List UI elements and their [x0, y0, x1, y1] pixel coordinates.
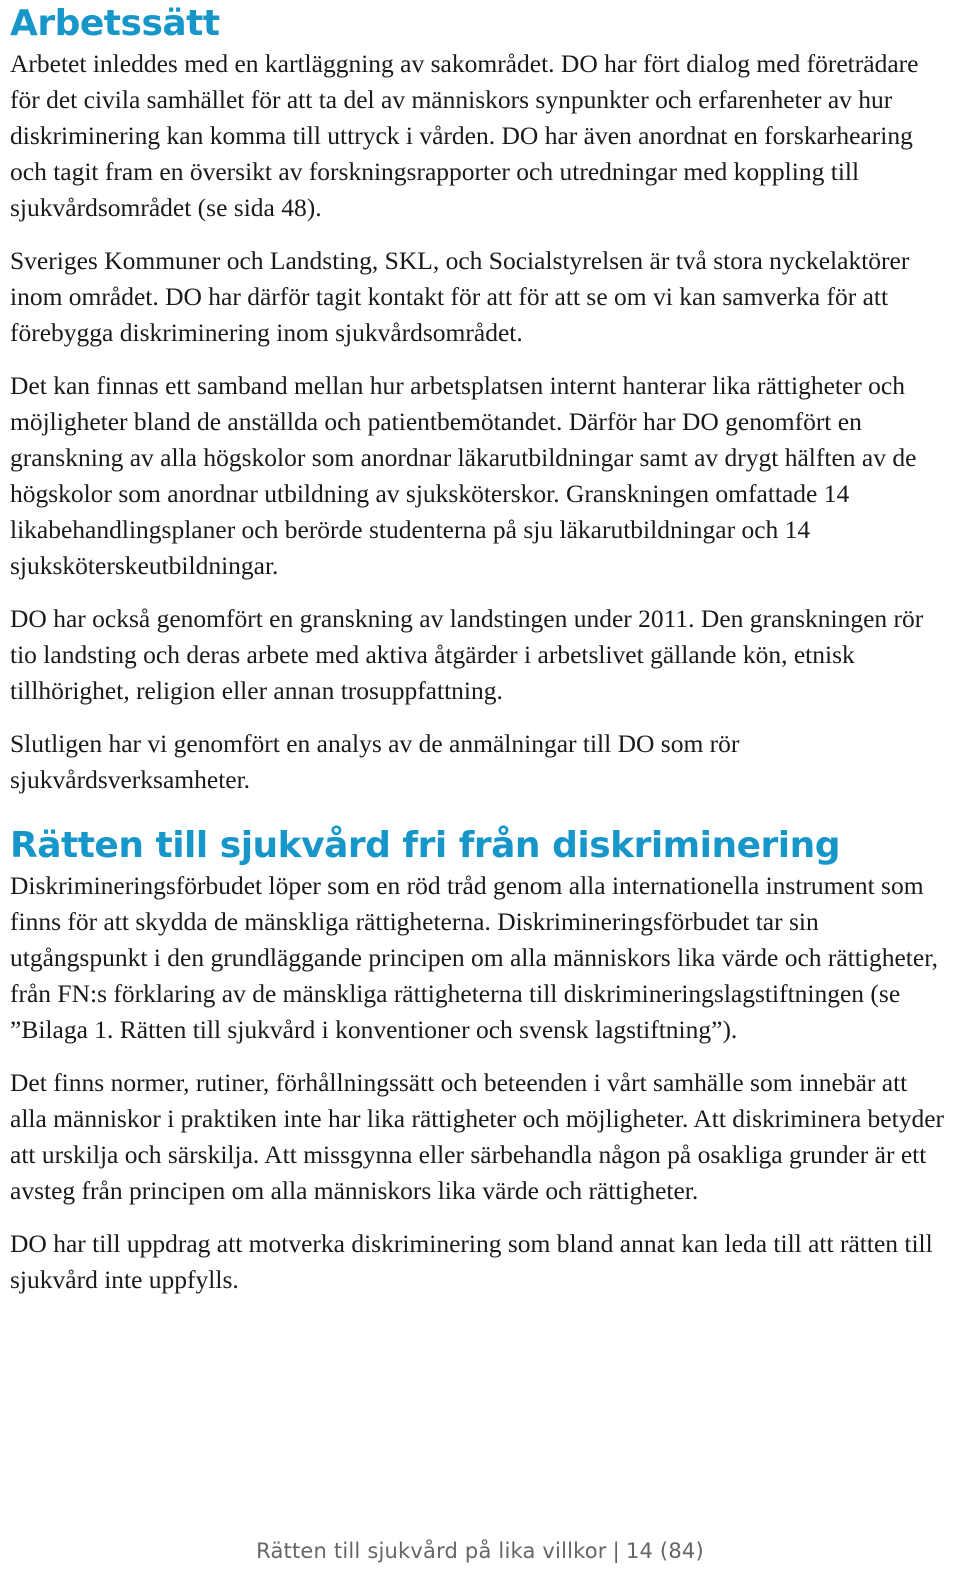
section-heading: Rätten till sjukvård fri från diskriminering: [10, 825, 841, 866]
footer-title: Rätten till sjukvård på lika villkor: [256, 1539, 607, 1563]
paragraph: Det kan finnas ett samband mellan hur arbetsplatsen internt hanterar lika rättigheter och möjligheter bland de anställda och patientbemötandet. Därför har DO genomfört en granskning av alla högskolor som anordnar läkarutbildningar samt av drygt hälften av de högskolor som anordnar utbildning av sjuksköterskor. Granskningen omfattade 14 likabehandlingsplaner och berörde studenterna på sju läkarutbildningar och 14 sjuksköterskeutbildningar.: [10, 371, 917, 580]
page-number: 14 (84): [625, 1539, 704, 1563]
paragraph: Diskrimineringsförbudet löper som en röd tråd genom alla internationella instrument som finns för att skydda de mänskliga rättigheterna. Diskrimineringsförbudet tar sin utgångspunkt i den grundläggande principen om alla människors lika värde och rättigheter, från FN:s förklaring av de mänskliga rättigheterna till diskrimineringslagstiftningen (se ”Bilaga 1. Rätten till sjukvård i konventioner och svensk lagstiftning”).: [10, 871, 939, 1044]
paragraph: Sveriges Kommuner och Landsting, SKL, och Socialstyrelsen är två stora nyckelaktörer inom området. DO har därför tagit kontakt för att för att se om vi kan samverka för att förebygga diskriminering inom sjukvårdsområdet.: [10, 246, 910, 347]
page-footer: [0, 1539, 960, 1563]
section-arbetssatt: [10, 0, 950, 798]
paragraph: DO har också genomfört en granskning av landstingen under 2011. Den granskningen rör tio landsting och deras arbete med aktiva åtgärder i arbetslivet gällande kön, etnisk tillhörighet, religion eller annan trosuppfattning.: [10, 604, 924, 705]
section-ratten-till-sjukvard: [10, 824, 950, 1298]
footer-separator: |: [612, 1539, 620, 1563]
paragraph: Det finns normer, rutiner, förhållningssätt och beteenden i vårt samhälle som innebär att alla människor i praktiken inte har lika rättigheter och möjligheter. Att diskriminera betyder att urskilja och särskilja. Att missgynna eller särbehandla någon på osakliga grunder är ett avsteg från principen om alla människors lika värde och rättigheter.: [10, 1068, 945, 1205]
paragraph: DO har till uppdrag att motverka diskriminering som bland annat kan leda till att rätten till sjukvård inte uppfylls.: [10, 1229, 933, 1294]
paragraph: Slutligen har vi genomfört en analys av de anmälningar till DO som rör sjukvårdsverksamheter.: [10, 729, 740, 794]
paragraph: Arbetet inleddes med en kartläggning av sakområdet. DO har fört dialog med företrädare för det civila samhället för att ta del av människors synpunkter och erfarenheter av hur diskriminering kan komma till uttryck i vården. DO har även anordnat en forskarhearing och tagit fram en översikt av forskningsrapporter och utredningar med koppling till sjukvårdsområdet (se sida 48).: [10, 49, 919, 222]
document-page: [10, 0, 950, 1298]
section-heading: Arbetssätt: [10, 3, 220, 44]
